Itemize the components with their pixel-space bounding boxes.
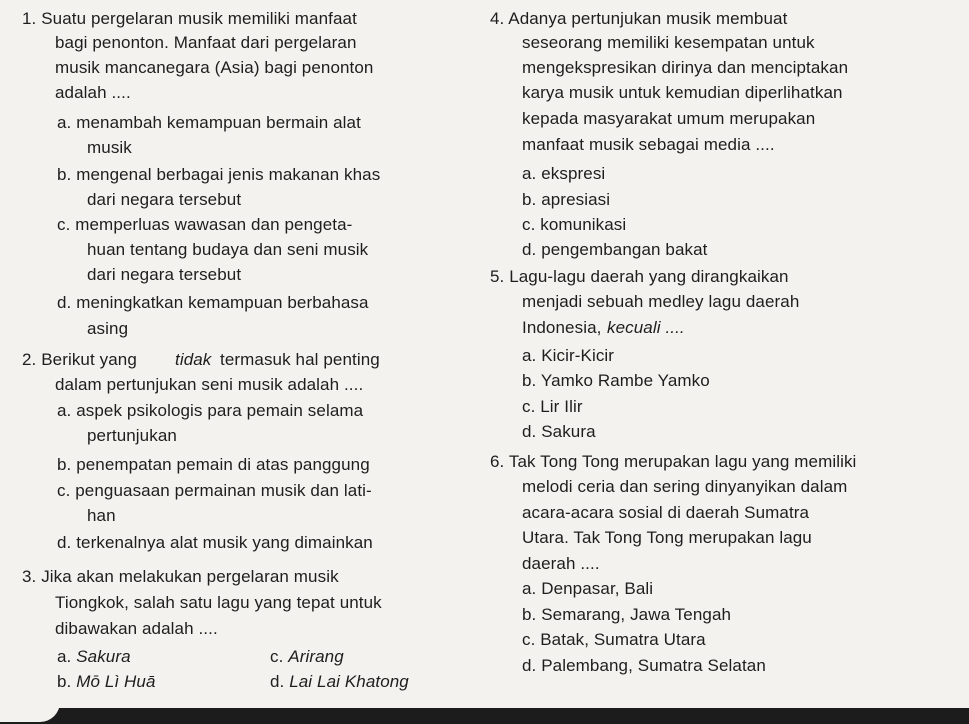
text-line-q5-b: b. Yamko Rambe Yamko <box>522 371 710 390</box>
text-line-q3-l3: dibawakan adalah .... <box>55 619 218 638</box>
option-text: Sakura <box>76 647 131 666</box>
text-line-q1-a2: musik <box>87 138 132 157</box>
text-line-q4-l5: kepada masyarakat umum merupakan <box>522 109 816 128</box>
text-line-q6-l1: 6. Tak Tong Tong merupakan lagu yang memiliki <box>490 452 857 471</box>
option-text: Lai Lai Khatong <box>289 672 409 691</box>
text-line-q6-b: b. Semarang, Jawa Tengah <box>522 605 732 624</box>
text-line-q1-c3: dari negara tersebut <box>87 265 242 284</box>
text-line-q1-c2: huan tentang budaya dan seni musik <box>87 240 369 259</box>
text-line-q4-b: b. apresiasi <box>522 190 611 209</box>
text-line-q5-c: c. Lir Ilir <box>522 397 583 416</box>
text-line-q2-l1a: 2. Berikut yang <box>22 350 137 369</box>
text-line-q4-c: c. komunikasi <box>522 215 627 234</box>
text-line-q3-l1: 3. Jika akan melakukan pergelaran musik <box>22 567 339 586</box>
text-line-q1-a1: a. menambah kemampuan bermain alat <box>57 113 361 132</box>
text-line-q2-a1: a. aspek psikologis para pemain selama <box>57 401 364 420</box>
text-line-q3-l2: Tiongkok, salah satu lagu yang tepat untuk <box>55 593 382 612</box>
text-line-q1-d1: d. meningkatkan kemampuan berbahasa <box>57 293 369 312</box>
text-line-q1-d2: asing <box>87 319 129 338</box>
option-q3-c <box>270 646 344 668</box>
text-line-q6-c: c. Batak, Sumatra Utara <box>522 630 706 649</box>
text-line-q1-l4: adalah .... <box>55 83 131 102</box>
text-line-q1-b1: b. mengenal berbagai jenis makanan khas <box>57 165 381 184</box>
option-label: a. <box>57 647 77 666</box>
text-line-q6-d: d. Palembang, Sumatra Selatan <box>522 656 766 675</box>
text-line-q4-l2: seseorang memiliki kesempatan untuk <box>522 33 815 52</box>
text-line-q1-l1: 1. Suatu pergelaran musik memiliki manfaat <box>22 9 357 28</box>
text-line-q2-c1: c. penguasaan permainan musik dan lati- <box>57 481 372 500</box>
bottom-footer-bar <box>0 708 969 724</box>
text-line-q6-a: a. Denpasar, Bali <box>522 579 654 598</box>
text-line-q1-b2: dari negara tersebut <box>87 190 242 209</box>
text-line-q1-l2: bagi penonton. Manfaat dari pergelaran <box>55 33 357 52</box>
text-line-q2-b1: b. penempatan pemain di atas panggung <box>57 455 370 474</box>
text-q2-emphasis: tidak <box>175 350 212 369</box>
text-line-q2-c2: han <box>87 506 116 525</box>
text-line-q4-d: d. pengembangan bakat <box>522 240 708 259</box>
text-line-q1-l3: musik mancanegara (Asia) bagi penonton <box>55 58 374 77</box>
text-line-q6-l5: daerah .... <box>522 554 600 573</box>
text-line-q4-l1: 4. Adanya pertunjukan musik membuat <box>490 9 788 28</box>
text-line-q1-c1: c. memperluas wawasan dan pengeta- <box>57 215 353 234</box>
text-line-q4-l3: mengekspresikan dirinya dan menciptakan <box>522 58 849 77</box>
text-line-q2-a2: pertunjukan <box>87 426 177 445</box>
text-line-q6-l3: acara-acara sosial di daerah Sumatra <box>522 503 810 522</box>
option-text: Mō Lì Huā <box>76 672 156 691</box>
text-line-q2-d1: d. terkenalnya alat musik yang dimainkan <box>57 533 373 552</box>
option-label: b. <box>57 672 77 691</box>
text-line-q5-l3a: Indonesia, <box>522 318 602 337</box>
text-line-q6-l2: melodi ceria dan sering dinyanyikan dalam <box>522 477 848 496</box>
text-line-q5-a: a. Kicir-Kicir <box>522 346 615 365</box>
option-label: c. <box>270 647 289 666</box>
option-q3-d <box>270 671 409 693</box>
text-line-q4-l4: karya musik untuk kemudian diperlihatkan <box>522 83 843 102</box>
text-line-q5-l1: 5. Lagu-lagu daerah yang dirangkaikan <box>490 267 789 286</box>
text-line-q4-l6: manfaat musik sebagai media .... <box>522 135 775 154</box>
option-text: Arirang <box>288 647 344 666</box>
option-q3-a <box>57 646 131 668</box>
text-line-q2-l2: dalam pertunjukan seni musik adalah .... <box>55 375 364 394</box>
option-label: d. <box>270 672 290 691</box>
text-line-q4-a: a. ekspresi <box>522 164 606 183</box>
text-q5-emphasis: kecuali .... <box>607 318 685 337</box>
text-line-q6-l4: Utara. Tak Tong Tong merupakan lagu <box>522 528 812 547</box>
text-line-q2-l1b: termasuk hal penting <box>220 350 380 369</box>
option-q3-b <box>57 671 156 693</box>
text-line-q5-l2: menjadi sebuah medley lagu daerah <box>522 292 800 311</box>
text-line-q5-d: d. Sakura <box>522 422 596 441</box>
